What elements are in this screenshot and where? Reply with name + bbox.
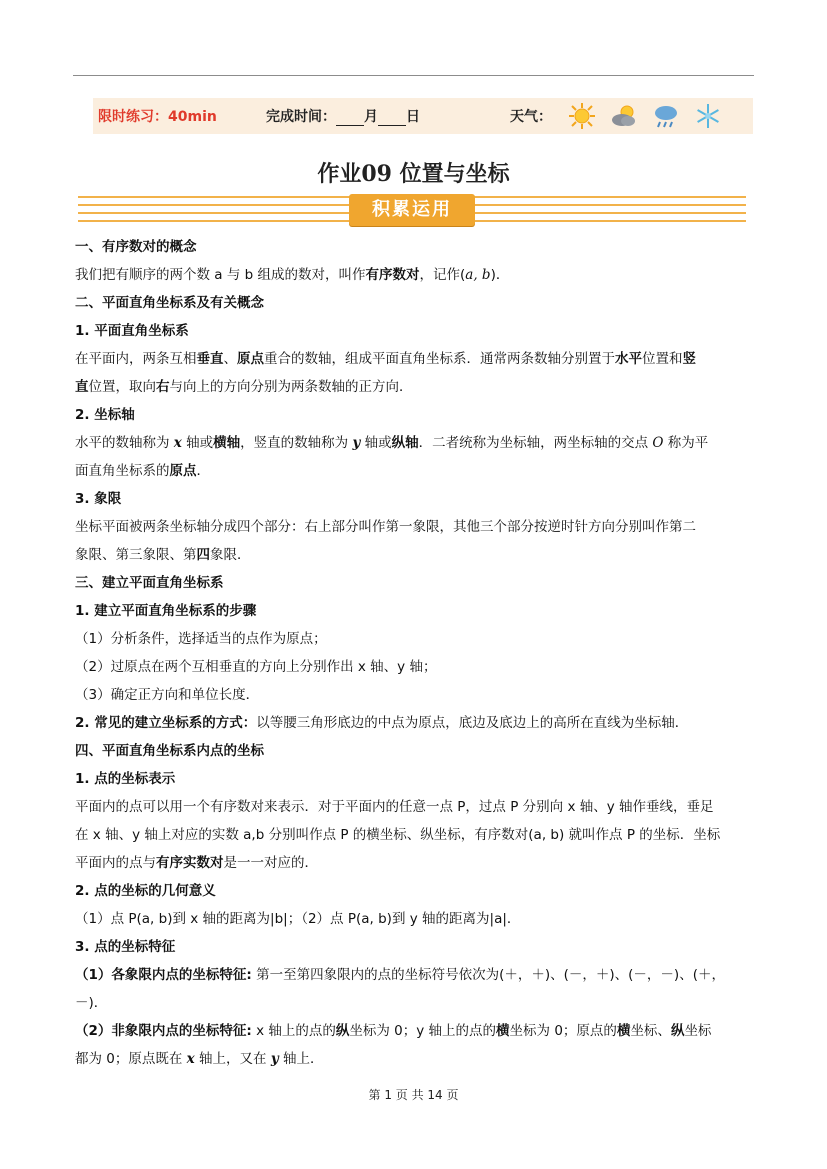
- paragraph: 2. 常见的建立坐标系的方式：以等腰三角形底边的中点为原点，底边及底边上的高所在直线为坐标轴．: [75, 715, 689, 731]
- paragraph: 都为 0；原点既在 x 轴上，又在 y 轴上．: [75, 1051, 324, 1067]
- paragraph: 在 x 轴、y 轴上对应的实数 a,b 分别叫作点 P 的横坐标、纵坐标，有序数对(a, b) 就叫作点 P 的坐标．坐标: [75, 827, 721, 843]
- subsection-heading: 1. 点的坐标表示: [75, 771, 176, 787]
- info-bar: [93, 98, 753, 134]
- header-rule: [73, 75, 754, 76]
- section-heading: 四、平面直角坐标系内点的坐标: [75, 743, 264, 759]
- page-footer: 第 1 页 共 14 页: [368, 1088, 459, 1102]
- list-item: （1）分析条件，选择适当的点作为原点；: [75, 631, 327, 647]
- paragraph: 象限、第三象限、第四象限．: [75, 547, 251, 563]
- snowflake-icon: [694, 102, 722, 130]
- day-label: 日: [406, 109, 420, 125]
- rain-icon: [652, 102, 680, 130]
- document-body: [75, 233, 755, 1073]
- subsection-heading: 2. 坐标轴: [75, 407, 135, 423]
- weather-label: 天气：: [510, 109, 552, 125]
- completion-time: [266, 106, 506, 126]
- page-title: 作业09 位置与坐标: [317, 161, 510, 187]
- paragraph: 直位置，取向右与向上的方向分别为两条数轴的正方向．: [75, 379, 413, 395]
- section-banner: 积累运用: [349, 194, 475, 226]
- day-blank: [378, 113, 406, 126]
- sunny-icon: [568, 102, 596, 130]
- subsection-heading: 3. 点的坐标特征: [75, 939, 176, 955]
- completion-label: 完成时间：: [266, 109, 336, 125]
- subsection-heading: 1. 建立平面直角坐标系的步骤: [75, 603, 257, 619]
- list-item: （3）确定正方向和单位长度．: [75, 687, 260, 703]
- list-item: （2）过原点在两个互相垂直的方向上分别作出 x 轴、y 轴；: [75, 659, 437, 675]
- paragraph: （1）点 P(a, b)到 x 轴的距离为|b|；（2）点 P(a, b)到 y 轴的距离为|a|．: [75, 911, 521, 927]
- subsection-heading: 3. 象限: [75, 491, 122, 507]
- paragraph: 平面内的点与有序实数对是一一对应的．: [75, 855, 318, 871]
- paragraph: 我们把有顺序的两个数 a 与 b 组成的数对，叫作有序数对，记作(a, b)．: [75, 267, 510, 283]
- paragraph: 水平的数轴称为 x 轴或横轴，竖直的数轴称为 y 轴或纵轴．二者统称为坐标轴，两坐标轴的交点 O 称为平: [75, 435, 709, 451]
- paragraph: （2）非象限内点的坐标特征: x 轴上的点的纵坐标为 0；y 轴上的点的横坐标为 0；原点的横坐标、纵坐标: [75, 1023, 712, 1039]
- paragraph: 面直角坐标系的原点．: [75, 463, 210, 479]
- time-limit: 限时练习：40min: [98, 109, 217, 125]
- subsection-heading: 1. 平面直角坐标系: [75, 323, 189, 339]
- paragraph: （1）各象限内点的坐标特征: 第一至第四象限内的点的坐标符号依次为(＋，＋)、(－，＋)、(－，－)、(＋，－)．: [75, 967, 725, 1011]
- section-heading: 三、建立平面直角坐标系: [75, 575, 224, 591]
- subsection-heading: 2. 点的坐标的几何意义: [75, 883, 216, 899]
- month-label: 月: [364, 109, 378, 125]
- partly-cloudy-icon: [610, 102, 638, 130]
- paragraph: 平面内的点可以用一个有序数对来表示．对于平面内的任意一点 P，过点 P 分别向 x 轴、y 轴作垂线，垂足: [75, 799, 714, 815]
- section-heading: 二、平面直角坐标系及有关概念: [75, 295, 264, 311]
- month-blank: [336, 113, 364, 126]
- section-heading: 一、有序数对的概念: [75, 239, 197, 255]
- paragraph: 坐标平面被两条坐标轴分成四个部分：右上部分叫作第一象限，其他三个部分按逆时针方向分别叫作第二: [75, 519, 696, 535]
- paragraph: 在平面内，两条互相垂直、原点重合的数轴，组成平面直角坐标系．通常两条数轴分别置于水平位置和竖: [75, 351, 696, 367]
